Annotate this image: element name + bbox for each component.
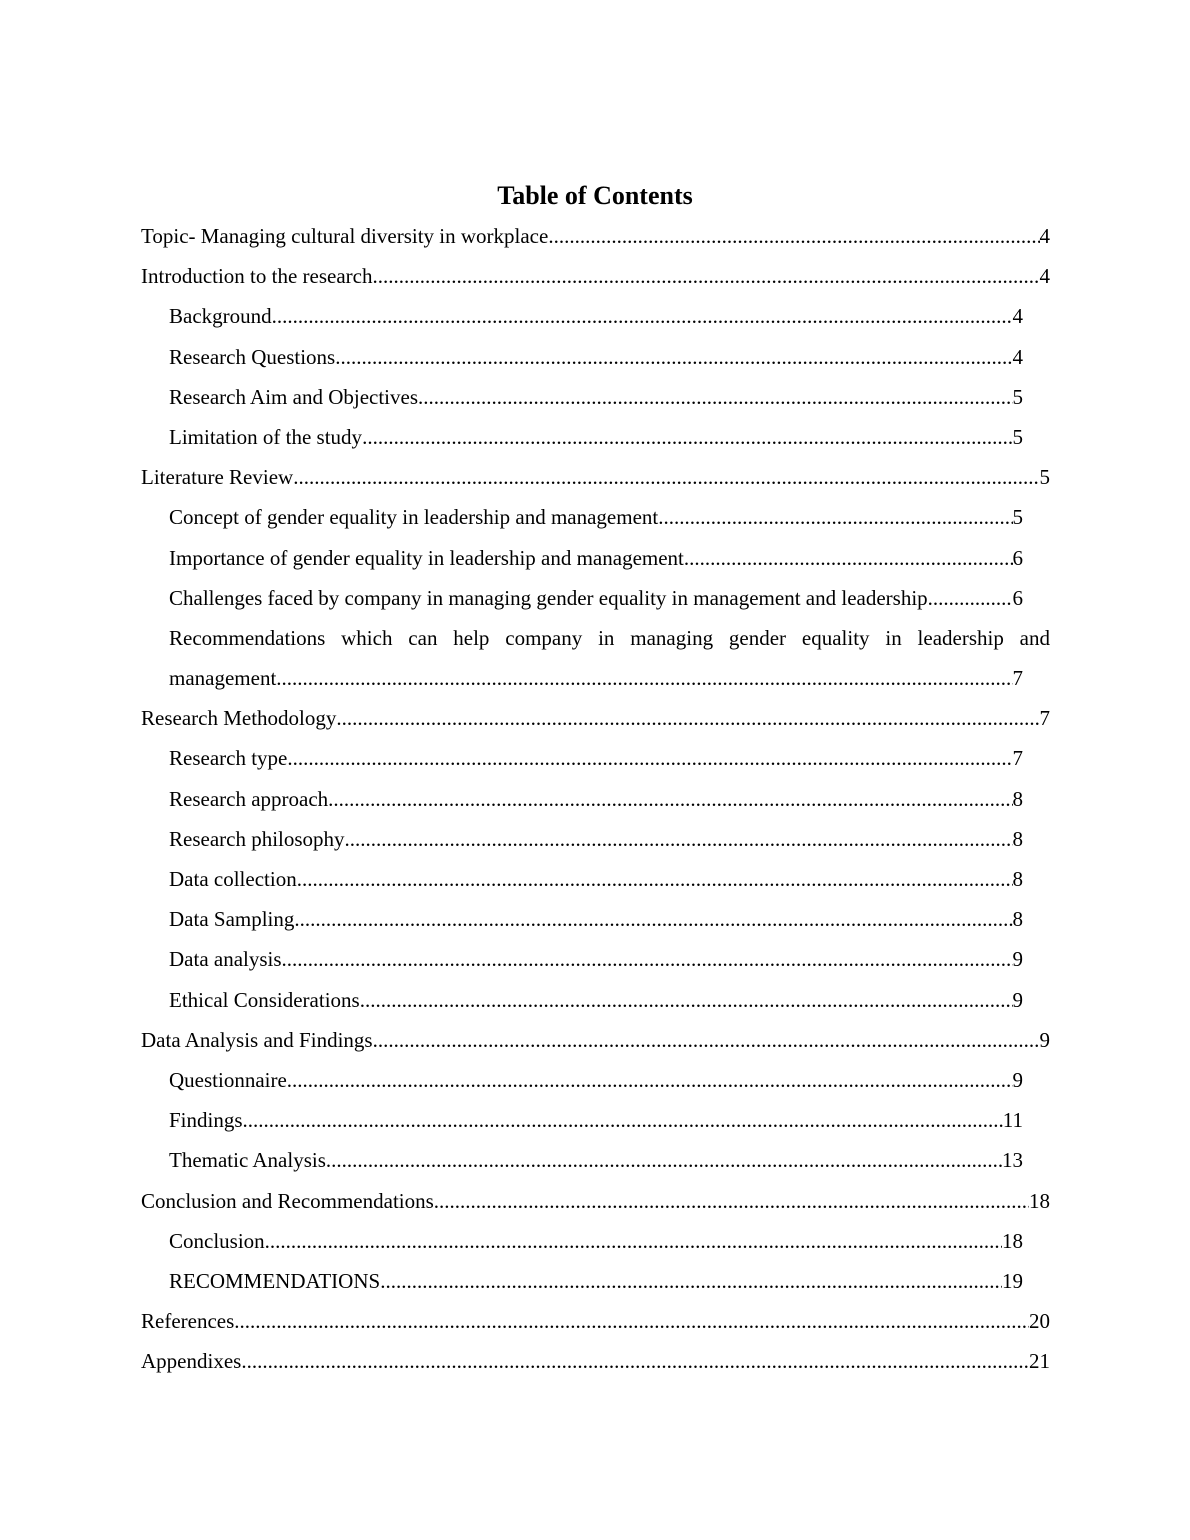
toc-entry-label: Introduction to the research [141,264,373,289]
toc-page-number: 5 [1012,505,1023,530]
toc-page-number: 9 [1012,1067,1023,1092]
toc-dot-leader [345,819,1013,859]
toc-page-number: 8 [1012,786,1023,811]
toc-subsection-entry[interactable] [169,377,1023,417]
toc-dot-leader [928,578,1013,618]
toc-entry-label: Limitation of the study [169,424,363,449]
toc-page-number: 7 [1039,706,1050,731]
toc-entry-line [169,738,1023,778]
toc-dot-leader [434,1181,1029,1221]
toc-page-number: 18 [1002,1228,1023,1253]
toc-entry-label: Questionnaire [169,1067,287,1092]
toc-section-entry[interactable] [141,457,1050,497]
toc-entry-line [169,538,1023,578]
toc-entry-label: Findings [169,1108,243,1133]
toc-entry-line [169,296,1023,336]
toc-entry-line [169,939,1023,979]
toc-subsection-entry[interactable] [169,980,1023,1020]
toc-entry-label: Literature Review [141,465,294,490]
toc-page-number: 18 [1029,1188,1050,1213]
toc-subsection-entry[interactable] [169,578,1023,618]
toc-page-number: 4 [1039,264,1050,289]
toc-entry-line [169,658,1023,698]
toc-entry-line [169,1221,1023,1261]
toc-subsection-entry[interactable] [169,618,1050,698]
toc-entry-line [169,497,1023,537]
toc-entry-label: Data Analysis and Findings [141,1027,373,1052]
toc-subsection-entry[interactable] [169,337,1023,377]
toc-page-number: 8 [1012,907,1023,932]
toc-entry-label: Importance of gender equality in leadership and management [169,545,684,570]
toc-page-number: 20 [1029,1309,1050,1334]
toc-entry-line [141,698,1050,738]
toc-page-number: 11 [1002,1108,1023,1133]
toc-page-number: 4 [1012,304,1023,329]
toc-subsection-entry[interactable] [169,899,1023,939]
toc-page-number: 4 [1012,344,1023,369]
toc-dot-leader [294,899,1012,939]
toc-entry-label: Concept of gender equality in leadership and management [169,505,659,530]
toc-page-number: 9 [1012,987,1023,1012]
toc-dot-leader [373,256,1040,296]
toc-entry-label-line1: Recommendations which can help company in managing gender equality in leadership and [169,625,1050,650]
toc-subsection-entry[interactable] [169,538,1023,578]
toc-entry-line [169,417,1023,457]
toc-dot-leader [265,1221,1002,1261]
toc-dot-leader [418,377,1012,417]
toc-entry-line [169,337,1023,377]
toc-entry-label: Ethical Considerations [169,987,360,1012]
toc-entry-line [169,819,1023,859]
toc-entry-line [169,377,1023,417]
toc-dot-leader [287,1060,1013,1100]
toc-subsection-entry[interactable] [169,1060,1023,1100]
page-title: Table of Contents [497,181,693,211]
toc-dot-leader [276,658,1012,698]
toc-entry-label: Topic- Managing cultural diversity in workplace [141,224,549,248]
toc-page-number: 8 [1012,867,1023,892]
toc-entry-line [169,779,1023,819]
toc-entry-label: Conclusion [169,1228,265,1253]
toc-entry-label: RECOMMENDATIONS [169,1268,381,1293]
toc-page-number: 6 [1012,545,1023,570]
toc-subsection-entry[interactable] [169,296,1023,336]
toc-entry-label: References [141,1309,235,1334]
toc-section-entry[interactable] [141,216,1050,256]
toc-entry-label: Research type [169,746,288,771]
toc-entry-label: Conclusion and Recommendations [141,1188,434,1213]
toc-page-number: 5 [1012,384,1023,409]
toc-page-number: 8 [1012,826,1023,851]
toc-entry-line [169,578,1023,618]
toc-dot-leader [297,859,1013,899]
toc-entry-line [169,859,1023,899]
toc-entry-line [169,1140,1023,1180]
toc-subsection-entry[interactable] [169,939,1023,979]
toc-section-entry[interactable] [141,256,1050,296]
toc-entry-line [169,980,1023,1020]
toc-entry-line [141,1341,1050,1381]
toc-entry-line [141,457,1050,497]
toc-section-entry[interactable] [141,1020,1050,1060]
toc-entry-line [169,1261,1023,1301]
toc-page-number: 9 [1039,1027,1050,1052]
toc-dot-leader [336,698,1039,738]
toc-dot-leader [362,417,1012,457]
toc-entry-label: Background [169,304,272,329]
toc-entry-label: Data analysis [169,947,282,972]
toc-entry-line [141,1020,1050,1060]
toc-entry-label: Research Methodology [141,706,337,731]
toc-dot-leader [658,497,1012,537]
toc-dot-leader [282,939,1013,979]
toc-entry-label: Thematic Analysis [169,1148,326,1173]
toc-dot-leader [335,337,1012,377]
toc-page-number: 7 [1012,746,1023,771]
toc-dot-leader [234,1301,1029,1341]
toc-subsection-entry[interactable] [169,497,1023,537]
toc-entry-label: Challenges faced by company in managing gender equality in management and leadership [169,585,928,610]
toc-entry-line [141,1181,1050,1221]
toc-entry-label: Appendixes [141,1349,242,1374]
toc-entry-line [141,216,1050,256]
toc-entry-label: Research philosophy [169,826,345,851]
toc-dot-leader [241,1341,1029,1381]
toc-dot-leader [548,216,1039,256]
toc-page-number: 4 [1039,224,1050,248]
toc-entry-line [169,1060,1023,1100]
table-of-contents [0,216,1190,1381]
toc-dot-leader [373,1020,1040,1060]
toc-dot-leader [272,296,1013,336]
toc-entry-label: management [169,666,277,691]
toc-page-number: 7 [1012,666,1023,691]
toc-subsection-entry[interactable] [169,1140,1023,1180]
toc-entry-line [141,1301,1050,1341]
toc-dot-leader [360,980,1013,1020]
toc-dot-leader [684,538,1013,578]
toc-subsection-entry[interactable] [169,417,1023,457]
toc-page-number: 21 [1029,1349,1050,1374]
toc-section-entry[interactable] [141,1341,1050,1381]
toc-page-number: 9 [1012,947,1023,972]
toc-subsection-entry[interactable] [169,819,1023,859]
toc-dot-leader [326,1140,1002,1180]
toc-subsection-entry[interactable] [169,738,1023,778]
toc-entry-label: Research Aim and Objectives [169,384,419,409]
toc-entry-label: Data collection [169,867,297,892]
toc-page-number: 5 [1012,424,1023,449]
toc-dot-leader [380,1261,1002,1301]
toc-page-number: 5 [1039,465,1050,490]
toc-section-entry[interactable] [141,1301,1050,1341]
toc-section-entry[interactable] [141,698,1050,738]
toc-entry-line [169,1100,1023,1140]
toc-subsection-entry[interactable] [169,1221,1023,1261]
toc-subsection-entry[interactable] [169,1261,1023,1301]
toc-dot-leader [287,738,1012,778]
toc-subsection-entry[interactable] [169,1100,1023,1140]
toc-entry-line [141,256,1050,296]
toc-entry-line [169,899,1023,939]
toc-page-number: 13 [1002,1148,1023,1173]
toc-entry-label: Research Questions [169,344,336,369]
toc-dot-leader [328,779,1012,819]
toc-dot-leader [293,457,1039,497]
toc-section-entry[interactable] [141,1181,1050,1221]
toc-entry-label: Research approach [169,786,329,811]
toc-dot-leader [243,1100,1003,1140]
toc-page-number: 19 [1002,1268,1023,1293]
toc-subsection-entry[interactable] [169,859,1023,899]
toc-entry-label: Data Sampling [169,907,295,932]
toc-subsection-entry[interactable] [169,779,1023,819]
toc-page-number: 6 [1012,585,1023,610]
